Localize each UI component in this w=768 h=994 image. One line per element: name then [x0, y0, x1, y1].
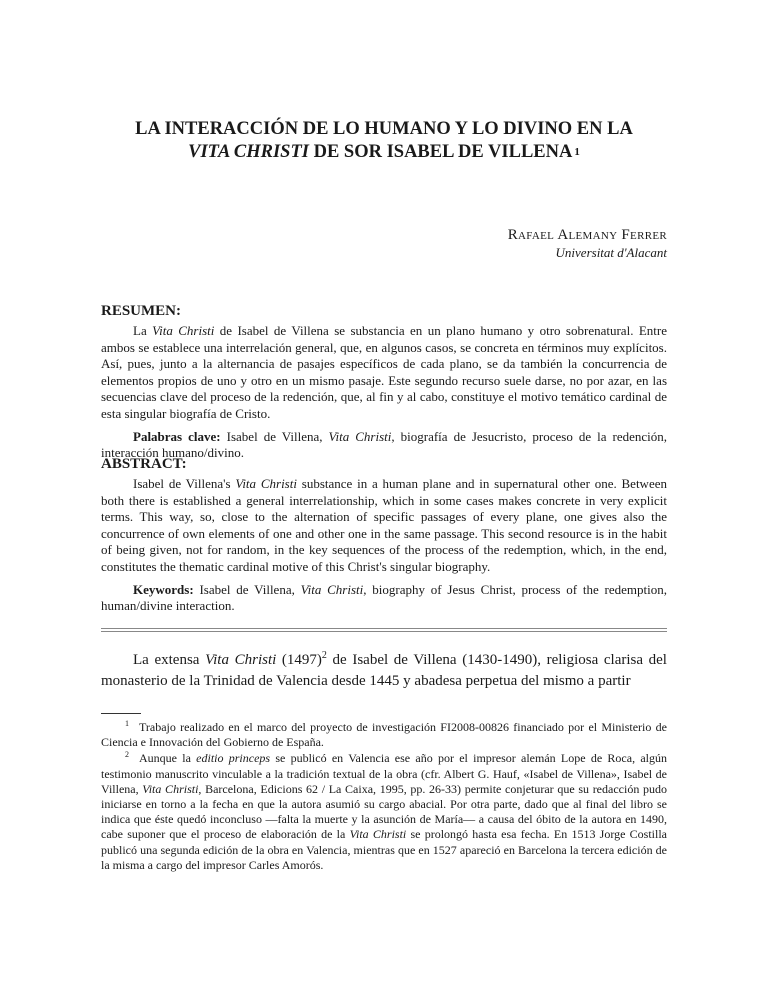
resumen-text-italic: Vita Christi [152, 323, 215, 338]
abstract-text-italic: Vita Christi [235, 476, 297, 491]
section-divider [101, 628, 667, 632]
abstract-text-post: substance in a human plane and in supernatural other one. Between both there is established a general interrelationship, which in some cases makes concrete in very explicit terms. This way, so, close to the alternation of specific passages of every plane, one gives also the concurrence of own elements of one and other one in the same passage. This second resource is in the habit of being given, not for random, in the key sequences of the process of the redemption, which, in the end, constitutes the thematic cardinal motive of this Christ's singular biography. [101, 476, 667, 574]
resumen-kw-italic: Vita Christi [328, 428, 392, 444]
title-italic: VITA CHRISTI [188, 142, 309, 162]
abstract-keywords [101, 582, 667, 615]
resumen-text-post: de Isabel de Villena se substancia en un plano humano y otro sobrenatural. Entre ambos se establece una interrelación general, que, en algunos casos, se concreta en términos muy explícitos. Así, pues, junto a la alternancia de pasajes específicos de cada plano, se da también la concurrencia de elementos propios de uno y otro en un mismo pasaje. Este segundo recurso suele darse, no por azar, en las secuencias clave del proceso de la redención, que, al fin y al cabo, constituye el motivo temático cardinal de esta singular biografía de Cristo. [101, 323, 667, 421]
footnote-2-number: 2 [125, 750, 129, 760]
footnote-2-text-d: se prolongó hasta esa fecha. En 1513 Jorge Costilla publicó una segunda edición de la obra en Valencia, mientras que en 1527 apareció en Barcelona la tercera edición de la misma a cargo del impresor Carles Amorós. [101, 827, 667, 872]
resumen-keywords-label: Palabras clave: [133, 428, 221, 444]
intro-post: de Isabel de Villena (1430-1490), religiosa clarisa del monasterio de la Trinidad de Valencia desde 1445 y abadesa perpetua del mismo a partir [101, 652, 667, 689]
intro-footnote-ref[interactable]: 2 [321, 650, 327, 661]
resumen-text-pre: La [133, 323, 153, 338]
footnote-1-text: Trabajo realizado en el marco del proyecto de investigación FI2008-00826 financiado por el Ministerio de Ciencia e Innovación del Gobierno de España. [101, 720, 667, 750]
title-line-2 [60, 141, 708, 164]
abstract-kw-italic: Vita Christi [300, 581, 364, 597]
footnotes [101, 720, 667, 874]
intro-italic: Vita Christi [205, 652, 277, 668]
intro-paragraph [101, 650, 667, 691]
resumen-paragraph [101, 323, 667, 423]
abstract-kw-pre: Isabel de Villena, [193, 581, 301, 597]
footnote-2-text-b: se publicó en Valencia ese año por el impresor alemán Lope de Roca, algún testimonio manuscrito vinculable a la tradición textual de la obra (cfr. Albert G. Hauf, «Isabel de Villena», Isabel de Villena, [101, 751, 667, 796]
footnote-2-italic-1: editio princeps [196, 751, 271, 766]
author-affiliation: Universitat d'Alacant [555, 245, 667, 260]
footnote-2 [101, 751, 667, 873]
abstract-keywords-label: Keywords: [133, 581, 194, 597]
abstract-text-pre: Isabel de Villena's [133, 476, 236, 491]
resumen-heading: RESUMEN: [101, 303, 182, 319]
footnote-1 [101, 720, 667, 750]
abstract-paragraph [101, 476, 667, 576]
footnote-2-italic-3: Vita Christi [349, 827, 407, 842]
footnote-2-text-c: , Barcelona, Edicions 62 / La Caixa, 1995, pp. 26-33) permite conjeturar que su redacción pudo iniciarse en torno a la fecha en que la autora asumió su cargo abacial. Por otra parte, dado que al final del libro se indica que éste quedó inconcluso —falta la muerte y la asunción de María— a causa del óbito de la autora en 1490, cabe suponer que el proceso de elaboración de la [101, 781, 667, 842]
abstract-kw-post: , biography of Jesus Christ, process of the redemption, human/divine interaction. [101, 581, 667, 614]
footnote-2-text-a: Aunque la [139, 751, 197, 766]
resumen-section [101, 323, 667, 468]
title-footnote-ref[interactable]: 1 [574, 146, 580, 158]
paper-title [60, 118, 708, 164]
title-line-2-rest: DE SOR ISABEL DE VILLENA [308, 142, 573, 162]
abstract-heading: ABSTRACT: [101, 456, 187, 472]
resumen-kw-post: , biografía de Jesucristo, proceso de la redención, interacción humano/divino. [101, 428, 668, 461]
footnote-1-number: 1 [125, 719, 129, 728]
author-name: Rafael Alemany Ferrer [507, 227, 667, 243]
resumen-kw-pre: Isabel de Villena, [220, 428, 329, 444]
intro-mid: (1497) [276, 652, 322, 668]
footnote-rule [101, 713, 141, 714]
title-line-1: LA INTERACCIÓN DE LO HUMANO Y LO DIVINO EN LA [135, 119, 633, 139]
abstract-section [101, 476, 667, 621]
footnote-2-italic-2: Vita Christi [142, 781, 199, 796]
intro-pre: La extensa [133, 652, 206, 668]
